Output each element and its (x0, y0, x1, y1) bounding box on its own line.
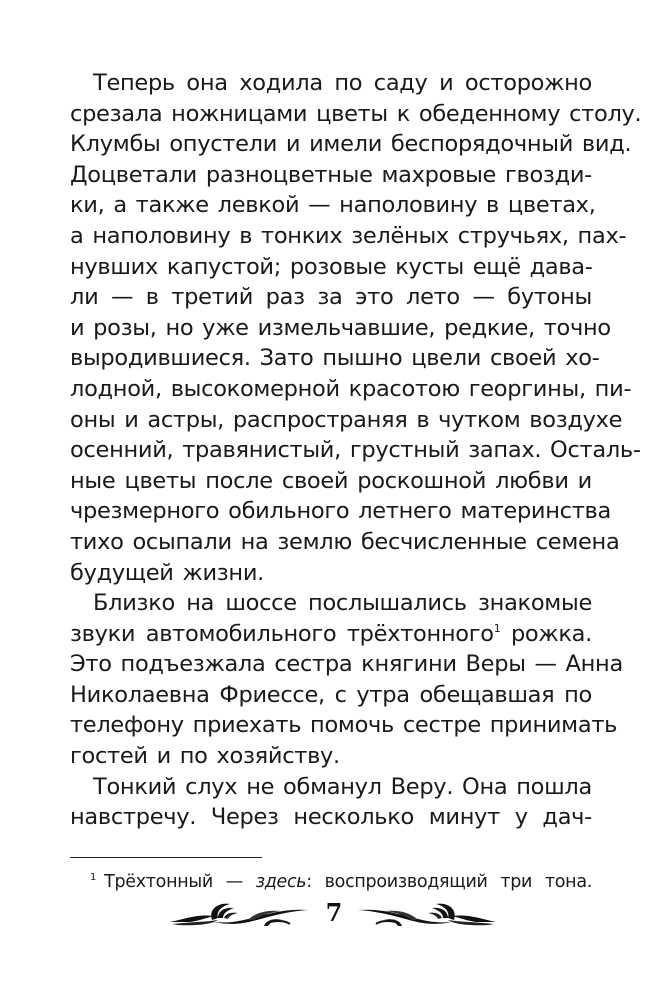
text-line: Это подъезжала сестра княгини Веры — Анна (70, 651, 623, 678)
page-footer (0, 896, 668, 936)
text-line: чрезмерного обильного летнего материнства (70, 498, 611, 525)
page-number: 7 (325, 898, 343, 927)
footnote-term: Трёхтонный — (104, 872, 243, 892)
text-line-with-footnote (70, 619, 592, 650)
text-segment: звуки автомобильного трёхтонного (70, 620, 494, 647)
text-line: ки, а также левкой — наполовину в цветах, (70, 192, 596, 219)
footnote-qualifier: здесь (255, 872, 307, 892)
footnote (90, 866, 592, 894)
text-line: Теперь она ходила по саду и осторожно (93, 70, 592, 96)
text-line: и розы, но уже измельчавшие, редкие, точно (70, 314, 611, 341)
text-line: нувших капустой; розовые кусты ещё дава- (70, 253, 593, 280)
text-line: будущей жизни. (70, 559, 265, 586)
text-line: телефону приехать помочь сестре принимать (70, 712, 618, 739)
text-line: ли — в третий раз за это лето — бутоны (70, 284, 592, 311)
footnote-reference[interactable]: 1 (493, 621, 501, 635)
flourish-ornament-icon (356, 900, 498, 930)
text-line: навстречу. Через несколько минут у дач- (70, 804, 592, 831)
text-line: а наполовину в тонких зелёных стручьях, пах- (70, 222, 627, 249)
text-line: Клумбы опустели и имели беспорядочный вид. (70, 131, 632, 158)
text-line: срезала ножницами цветы к обеденному столу. (70, 100, 642, 127)
text-line: Тонкий слух не обманул Веру. Она пошла (93, 773, 592, 800)
text-line: оны и астры, распространяя в чутком воздухе (70, 406, 623, 433)
text-line: Близко на шоссе послышались знакомые (93, 590, 592, 617)
text-line: лодной, высокомерной красотою георгины, пи- (70, 375, 632, 402)
text-line: осенний, травянистый, грустный запах. Осталь- (70, 437, 641, 464)
text-line: ные цветы после своей роскошной любви и (70, 467, 592, 494)
text-line: тихо осыпали на землю бесчисленные семена (70, 528, 620, 555)
text-line: Доцветали разноцветные махровые гвозди- (70, 161, 592, 188)
footnote-mark: 1 (90, 872, 97, 883)
text-line: Николаевна Фриессе, с утра обещавшая по (70, 681, 592, 708)
flourish-ornament-icon (168, 900, 310, 930)
footnote-divider (70, 857, 262, 858)
footnote-definition: : воспроизводящий три тона. (306, 872, 593, 892)
text-line: выродившиеся. Зато пышно цвели своей хо- (70, 345, 600, 372)
text-segment: рожка. (500, 620, 592, 647)
text-line: гостей и по хозяйству. (70, 743, 340, 770)
body-text (70, 68, 642, 833)
